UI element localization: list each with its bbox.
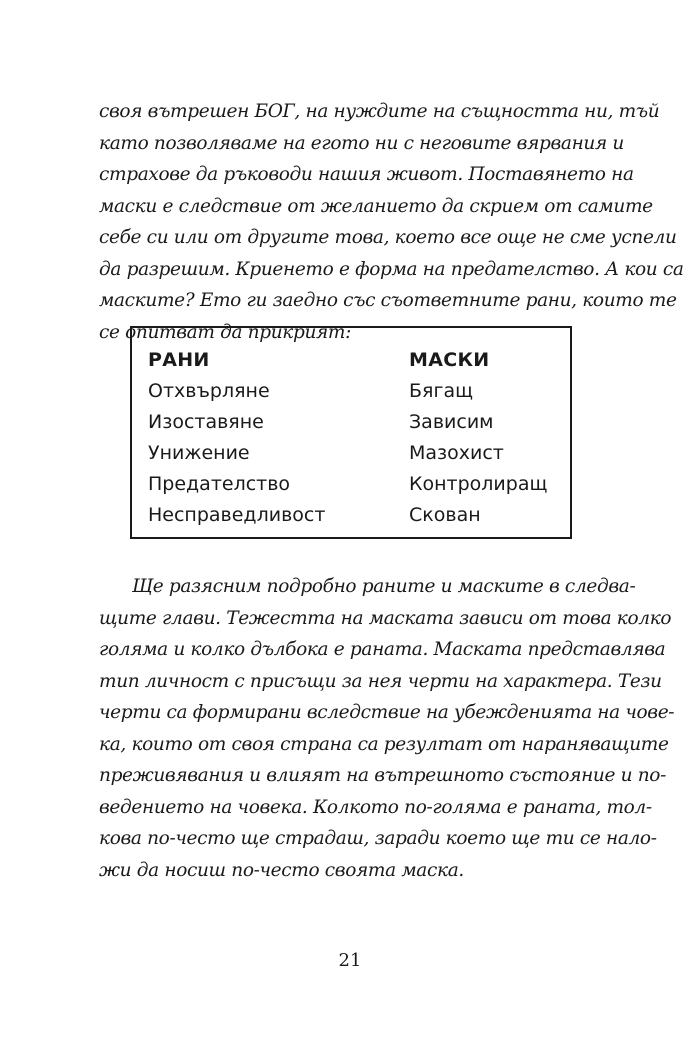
text-line: да разрешим. Криенето е форма на предателство. А кои са bbox=[99, 258, 684, 280]
mask-item: Скован bbox=[409, 504, 481, 526]
text-line: себе си или от другите това, което все още не сме успели bbox=[99, 227, 677, 248]
text-line: маските? Ето ги заедно със съответните рани, които те bbox=[99, 290, 677, 311]
paragraph-bottom bbox=[99, 571, 675, 886]
mask-item: Контролиращ bbox=[409, 473, 548, 495]
text-line: се опитват да прикрият: bbox=[99, 321, 352, 343]
text-line: своя вътрешен БОГ, на нуждите на същността ни, тъй bbox=[99, 101, 660, 122]
text-line: щите глави. Тежестта на маската зависи от това колко bbox=[99, 607, 672, 629]
text-line: маски е следствие от желанието да скрием от самите bbox=[99, 195, 653, 217]
wound-item: Предателство bbox=[148, 473, 291, 495]
masks-header: МАСКИ bbox=[409, 349, 490, 371]
wounds-masks-table bbox=[130, 326, 572, 539]
text-line: ведението на човека. Колкото по-голяма е раната, тол- bbox=[99, 796, 652, 818]
mask-item: Мазохист bbox=[409, 442, 504, 464]
wound-item: Несправедливост bbox=[148, 504, 326, 526]
text-line: тип личност с присъщи за нея черти на характера. Тези bbox=[99, 670, 662, 692]
text-line: черти са формирани вследствие на убежденията на чове- bbox=[99, 702, 675, 723]
text-line: като позволяваме на егото ни с неговите вярвания и bbox=[99, 132, 624, 154]
text-line: голяма и колко дълбока е раната. Маската представлява bbox=[99, 639, 666, 660]
text-line: преживявания и влияят на вътрешното състояние и по- bbox=[99, 765, 666, 786]
paragraph-top bbox=[99, 96, 684, 348]
page-number: 21 bbox=[338, 950, 362, 971]
masks-column bbox=[409, 345, 547, 531]
wound-item: Отхвърляне bbox=[148, 380, 270, 402]
text-line: жи да носиш по-често своята маска. bbox=[99, 859, 464, 881]
mask-item: Бягащ bbox=[409, 380, 473, 402]
text-line: страхове да ръководи нашия живот. Поставянето на bbox=[99, 164, 634, 185]
wounds-header: РАНИ bbox=[148, 349, 210, 371]
text-line: ка, които от своя страна са резултат от нараняващите bbox=[99, 733, 669, 755]
mask-item: Зависим bbox=[409, 411, 494, 433]
wound-item: Унижение bbox=[148, 442, 250, 464]
text-line: кова по-често ще страдаш, заради което ще ти се нало- bbox=[99, 828, 657, 849]
wounds-column bbox=[148, 345, 325, 531]
text-line: Ще разясним подробно раните и маските в следва- bbox=[132, 576, 636, 597]
wound-item: Изоставяне bbox=[148, 411, 264, 433]
